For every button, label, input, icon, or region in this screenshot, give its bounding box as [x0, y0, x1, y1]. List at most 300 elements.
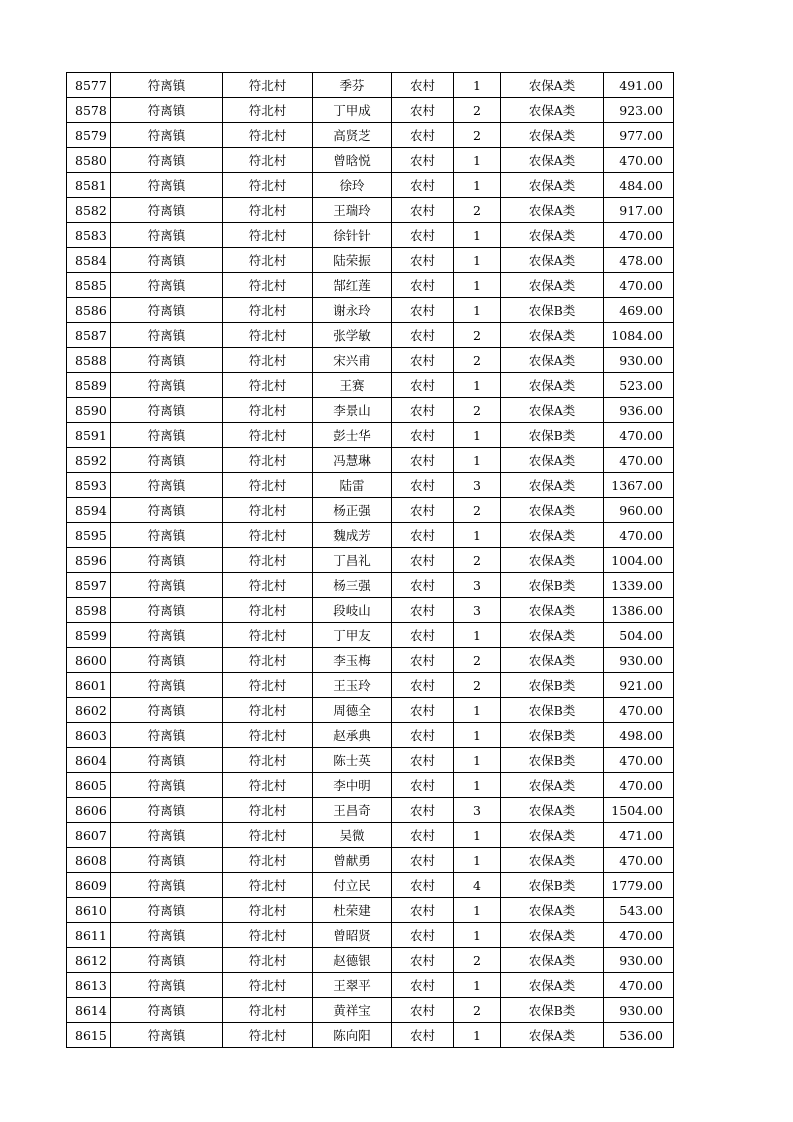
- household-size-cell: 2: [454, 323, 501, 348]
- records-table: [66, 72, 674, 1048]
- town-cell: 符离镇: [111, 473, 223, 498]
- village-cell: 符北村: [223, 548, 313, 573]
- table-row: [67, 198, 674, 223]
- name-cell: 王瑞玲: [313, 198, 392, 223]
- name-cell: 周德全: [313, 698, 392, 723]
- amount-cell: 930.00: [604, 998, 674, 1023]
- insurance-class-cell: 农保A类: [501, 98, 604, 123]
- name-cell: 丁甲友: [313, 623, 392, 648]
- insurance-class-cell: 农保A类: [501, 373, 604, 398]
- insurance-class-cell: 农保A类: [501, 848, 604, 873]
- insurance-class-cell: 农保A类: [501, 223, 604, 248]
- village-cell: 符北村: [223, 598, 313, 623]
- area-type-cell: 农村: [392, 998, 454, 1023]
- town-cell: 符离镇: [111, 348, 223, 373]
- record-number-cell: 8593: [67, 473, 111, 498]
- insurance-class-cell: 农保B类: [501, 748, 604, 773]
- household-size-cell: 2: [454, 948, 501, 973]
- insurance-class-cell: 农保A类: [501, 448, 604, 473]
- town-cell: 符离镇: [111, 598, 223, 623]
- town-cell: 符离镇: [111, 748, 223, 773]
- village-cell: 符北村: [223, 698, 313, 723]
- amount-cell: 471.00: [604, 823, 674, 848]
- town-cell: 符离镇: [111, 1023, 223, 1048]
- household-size-cell: 1: [454, 723, 501, 748]
- household-size-cell: 2: [454, 998, 501, 1023]
- name-cell: 冯慧琳: [313, 448, 392, 473]
- insurance-class-cell: 农保A类: [501, 923, 604, 948]
- household-size-cell: 4: [454, 873, 501, 898]
- household-size-cell: 1: [454, 223, 501, 248]
- table-row: [67, 623, 674, 648]
- town-cell: 符离镇: [111, 873, 223, 898]
- name-cell: 王翠平: [313, 973, 392, 998]
- table-row: [67, 523, 674, 548]
- insurance-class-cell: 农保B类: [501, 673, 604, 698]
- record-number-cell: 8583: [67, 223, 111, 248]
- household-size-cell: 1: [454, 848, 501, 873]
- town-cell: 符离镇: [111, 773, 223, 798]
- insurance-class-cell: 农保A类: [501, 198, 604, 223]
- name-cell: 季芬: [313, 73, 392, 98]
- record-number-cell: 8586: [67, 298, 111, 323]
- record-number-cell: 8578: [67, 98, 111, 123]
- name-cell: 吴微: [313, 823, 392, 848]
- insurance-class-cell: 农保A类: [501, 173, 604, 198]
- household-size-cell: 1: [454, 773, 501, 798]
- name-cell: 陈士英: [313, 748, 392, 773]
- village-cell: 符北村: [223, 673, 313, 698]
- household-size-cell: 1: [454, 273, 501, 298]
- table-row: [67, 498, 674, 523]
- table-row: [67, 573, 674, 598]
- town-cell: 符离镇: [111, 223, 223, 248]
- amount-cell: 923.00: [604, 98, 674, 123]
- table-row: [67, 923, 674, 948]
- name-cell: 赵德银: [313, 948, 392, 973]
- name-cell: 李景山: [313, 398, 392, 423]
- area-type-cell: 农村: [392, 373, 454, 398]
- table-body: [67, 73, 674, 1048]
- table-row: [67, 123, 674, 148]
- amount-cell: 536.00: [604, 1023, 674, 1048]
- table-row: [67, 698, 674, 723]
- household-size-cell: 3: [454, 473, 501, 498]
- name-cell: 谢永玲: [313, 298, 392, 323]
- table-row: [67, 473, 674, 498]
- amount-cell: 921.00: [604, 673, 674, 698]
- amount-cell: 470.00: [604, 748, 674, 773]
- amount-cell: 1386.00: [604, 598, 674, 623]
- amount-cell: 484.00: [604, 173, 674, 198]
- town-cell: 符离镇: [111, 823, 223, 848]
- town-cell: 符离镇: [111, 523, 223, 548]
- village-cell: 符北村: [223, 723, 313, 748]
- area-type-cell: 农村: [392, 898, 454, 923]
- table-row: [67, 448, 674, 473]
- name-cell: 张学敏: [313, 323, 392, 348]
- insurance-class-cell: 农保A类: [501, 973, 604, 998]
- area-type-cell: 农村: [392, 573, 454, 598]
- amount-cell: 1367.00: [604, 473, 674, 498]
- household-size-cell: 2: [454, 123, 501, 148]
- amount-cell: 917.00: [604, 198, 674, 223]
- village-cell: 符北村: [223, 373, 313, 398]
- insurance-class-cell: 农保B类: [501, 723, 604, 748]
- name-cell: 陆荣振: [313, 248, 392, 273]
- amount-cell: 470.00: [604, 273, 674, 298]
- town-cell: 符离镇: [111, 73, 223, 98]
- household-size-cell: 1: [454, 248, 501, 273]
- table-row: [67, 348, 674, 373]
- town-cell: 符离镇: [111, 498, 223, 523]
- insurance-class-cell: 农保A类: [501, 473, 604, 498]
- amount-cell: 1084.00: [604, 323, 674, 348]
- insurance-class-cell: 农保A类: [501, 798, 604, 823]
- name-cell: 王昌奇: [313, 798, 392, 823]
- household-size-cell: 2: [454, 548, 501, 573]
- town-cell: 符离镇: [111, 248, 223, 273]
- area-type-cell: 农村: [392, 623, 454, 648]
- household-size-cell: 2: [454, 498, 501, 523]
- area-type-cell: 农村: [392, 873, 454, 898]
- village-cell: 符北村: [223, 623, 313, 648]
- record-number-cell: 8579: [67, 123, 111, 148]
- area-type-cell: 农村: [392, 73, 454, 98]
- town-cell: 符离镇: [111, 273, 223, 298]
- name-cell: 杜荣建: [313, 898, 392, 923]
- record-number-cell: 8589: [67, 373, 111, 398]
- name-cell: 段岐山: [313, 598, 392, 623]
- village-cell: 符北村: [223, 448, 313, 473]
- record-number-cell: 8600: [67, 648, 111, 673]
- town-cell: 符离镇: [111, 723, 223, 748]
- village-cell: 符北村: [223, 348, 313, 373]
- table-row: [67, 173, 674, 198]
- village-cell: 符北村: [223, 73, 313, 98]
- town-cell: 符离镇: [111, 98, 223, 123]
- record-number-cell: 8615: [67, 1023, 111, 1048]
- table-row: [67, 248, 674, 273]
- insurance-class-cell: 农保A类: [501, 598, 604, 623]
- insurance-class-cell: 农保B类: [501, 998, 604, 1023]
- town-cell: 符离镇: [111, 923, 223, 948]
- name-cell: 曾献勇: [313, 848, 392, 873]
- insurance-class-cell: 农保A类: [501, 548, 604, 573]
- insurance-class-cell: 农保A类: [501, 773, 604, 798]
- record-number-cell: 8580: [67, 148, 111, 173]
- name-cell: 李玉梅: [313, 648, 392, 673]
- household-size-cell: 3: [454, 573, 501, 598]
- village-cell: 符北村: [223, 523, 313, 548]
- town-cell: 符离镇: [111, 323, 223, 348]
- town-cell: 符离镇: [111, 423, 223, 448]
- insurance-class-cell: 农保A类: [501, 498, 604, 523]
- table-row: [67, 773, 674, 798]
- insurance-class-cell: 农保A类: [501, 248, 604, 273]
- household-size-cell: 1: [454, 973, 501, 998]
- insurance-class-cell: 农保A类: [501, 523, 604, 548]
- insurance-class-cell: 农保B类: [501, 873, 604, 898]
- town-cell: 符离镇: [111, 698, 223, 723]
- household-size-cell: 1: [454, 923, 501, 948]
- name-cell: 王赛: [313, 373, 392, 398]
- area-type-cell: 农村: [392, 323, 454, 348]
- area-type-cell: 农村: [392, 748, 454, 773]
- table-row: [67, 273, 674, 298]
- name-cell: 魏成芳: [313, 523, 392, 548]
- household-size-cell: 1: [454, 148, 501, 173]
- household-size-cell: 1: [454, 373, 501, 398]
- village-cell: 符北村: [223, 748, 313, 773]
- record-number-cell: 8614: [67, 998, 111, 1023]
- village-cell: 符北村: [223, 298, 313, 323]
- household-size-cell: 1: [454, 298, 501, 323]
- town-cell: 符离镇: [111, 298, 223, 323]
- village-cell: 符北村: [223, 773, 313, 798]
- household-size-cell: 1: [454, 698, 501, 723]
- record-number-cell: 8581: [67, 173, 111, 198]
- household-size-cell: 1: [454, 1023, 501, 1048]
- name-cell: 曾昭贤: [313, 923, 392, 948]
- table-row: [67, 398, 674, 423]
- insurance-class-cell: 农保A类: [501, 623, 604, 648]
- village-cell: 符北村: [223, 998, 313, 1023]
- town-cell: 符离镇: [111, 948, 223, 973]
- insurance-class-cell: 农保A类: [501, 148, 604, 173]
- table-row: [67, 598, 674, 623]
- record-number-cell: 8588: [67, 348, 111, 373]
- amount-cell: 498.00: [604, 723, 674, 748]
- area-type-cell: 农村: [392, 173, 454, 198]
- record-number-cell: 8597: [67, 573, 111, 598]
- town-cell: 符离镇: [111, 148, 223, 173]
- record-number-cell: 8577: [67, 73, 111, 98]
- insurance-class-cell: 农保A类: [501, 1023, 604, 1048]
- area-type-cell: 农村: [392, 348, 454, 373]
- area-type-cell: 农村: [392, 123, 454, 148]
- table-row: [67, 548, 674, 573]
- name-cell: 杨正强: [313, 498, 392, 523]
- table-row: [67, 948, 674, 973]
- table-row: [67, 98, 674, 123]
- amount-cell: 930.00: [604, 948, 674, 973]
- area-type-cell: 农村: [392, 948, 454, 973]
- household-size-cell: 2: [454, 198, 501, 223]
- record-number-cell: 8610: [67, 898, 111, 923]
- village-cell: 符北村: [223, 898, 313, 923]
- record-number-cell: 8608: [67, 848, 111, 873]
- household-size-cell: 1: [454, 73, 501, 98]
- table-row: [67, 73, 674, 98]
- name-cell: 丁昌礼: [313, 548, 392, 573]
- insurance-class-cell: 农保A类: [501, 898, 604, 923]
- amount-cell: 470.00: [604, 448, 674, 473]
- household-size-cell: 1: [454, 523, 501, 548]
- town-cell: 符离镇: [111, 673, 223, 698]
- town-cell: 符离镇: [111, 898, 223, 923]
- name-cell: 杨三强: [313, 573, 392, 598]
- record-number-cell: 8591: [67, 423, 111, 448]
- household-size-cell: 3: [454, 598, 501, 623]
- amount-cell: 977.00: [604, 123, 674, 148]
- name-cell: 王玉玲: [313, 673, 392, 698]
- town-cell: 符离镇: [111, 548, 223, 573]
- household-size-cell: 2: [454, 398, 501, 423]
- record-number-cell: 8582: [67, 198, 111, 223]
- record-number-cell: 8598: [67, 598, 111, 623]
- amount-cell: 1504.00: [604, 798, 674, 823]
- amount-cell: 930.00: [604, 348, 674, 373]
- insurance-class-cell: 农保A类: [501, 398, 604, 423]
- amount-cell: 543.00: [604, 898, 674, 923]
- village-cell: 符北村: [223, 323, 313, 348]
- record-number-cell: 8604: [67, 748, 111, 773]
- village-cell: 符北村: [223, 273, 313, 298]
- amount-cell: 523.00: [604, 373, 674, 398]
- table-row: [67, 423, 674, 448]
- village-cell: 符北村: [223, 948, 313, 973]
- name-cell: 宋兴甫: [313, 348, 392, 373]
- village-cell: 符北村: [223, 198, 313, 223]
- table-row: [67, 848, 674, 873]
- record-number-cell: 8594: [67, 498, 111, 523]
- village-cell: 符北村: [223, 423, 313, 448]
- area-type-cell: 农村: [392, 823, 454, 848]
- area-type-cell: 农村: [392, 798, 454, 823]
- household-size-cell: 3: [454, 798, 501, 823]
- name-cell: 付立民: [313, 873, 392, 898]
- amount-cell: 504.00: [604, 623, 674, 648]
- area-type-cell: 农村: [392, 148, 454, 173]
- table-row: [67, 998, 674, 1023]
- village-cell: 符北村: [223, 1023, 313, 1048]
- record-number-cell: 8613: [67, 973, 111, 998]
- area-type-cell: 农村: [392, 98, 454, 123]
- table-row: [67, 898, 674, 923]
- table-row: [67, 873, 674, 898]
- household-size-cell: 1: [454, 423, 501, 448]
- amount-cell: 930.00: [604, 648, 674, 673]
- amount-cell: 1779.00: [604, 873, 674, 898]
- area-type-cell: 农村: [392, 973, 454, 998]
- record-number-cell: 8611: [67, 923, 111, 948]
- town-cell: 符离镇: [111, 573, 223, 598]
- name-cell: 徐针针: [313, 223, 392, 248]
- insurance-class-cell: 农保A类: [501, 948, 604, 973]
- record-number-cell: 8605: [67, 773, 111, 798]
- record-number-cell: 8607: [67, 823, 111, 848]
- insurance-class-cell: 农保A类: [501, 73, 604, 98]
- village-cell: 符北村: [223, 848, 313, 873]
- amount-cell: 470.00: [604, 698, 674, 723]
- household-size-cell: 2: [454, 673, 501, 698]
- amount-cell: 470.00: [604, 973, 674, 998]
- household-size-cell: 1: [454, 898, 501, 923]
- amount-cell: 470.00: [604, 848, 674, 873]
- village-cell: 符北村: [223, 498, 313, 523]
- amount-cell: 470.00: [604, 223, 674, 248]
- area-type-cell: 农村: [392, 398, 454, 423]
- amount-cell: 470.00: [604, 423, 674, 448]
- name-cell: 彭士华: [313, 423, 392, 448]
- area-type-cell: 农村: [392, 298, 454, 323]
- area-type-cell: 农村: [392, 598, 454, 623]
- village-cell: 符北村: [223, 973, 313, 998]
- village-cell: 符北村: [223, 648, 313, 673]
- household-size-cell: 1: [454, 748, 501, 773]
- village-cell: 符北村: [223, 98, 313, 123]
- amount-cell: 1004.00: [604, 548, 674, 573]
- insurance-class-cell: 农保A类: [501, 323, 604, 348]
- household-size-cell: 2: [454, 98, 501, 123]
- village-cell: 符北村: [223, 398, 313, 423]
- amount-cell: 470.00: [604, 523, 674, 548]
- village-cell: 符北村: [223, 798, 313, 823]
- area-type-cell: 农村: [392, 673, 454, 698]
- table-row: [67, 823, 674, 848]
- town-cell: 符离镇: [111, 448, 223, 473]
- area-type-cell: 农村: [392, 498, 454, 523]
- area-type-cell: 农村: [392, 248, 454, 273]
- area-type-cell: 农村: [392, 723, 454, 748]
- village-cell: 符北村: [223, 123, 313, 148]
- town-cell: 符离镇: [111, 398, 223, 423]
- record-number-cell: 8596: [67, 548, 111, 573]
- village-cell: 符北村: [223, 173, 313, 198]
- insurance-class-cell: 农保B类: [501, 298, 604, 323]
- household-size-cell: 1: [454, 823, 501, 848]
- table-row: [67, 648, 674, 673]
- record-number-cell: 8612: [67, 948, 111, 973]
- town-cell: 符离镇: [111, 623, 223, 648]
- table-row: [67, 673, 674, 698]
- area-type-cell: 农村: [392, 1023, 454, 1048]
- record-number-cell: 8587: [67, 323, 111, 348]
- name-cell: 高贤芝: [313, 123, 392, 148]
- village-cell: 符北村: [223, 923, 313, 948]
- table-row: [67, 298, 674, 323]
- record-number-cell: 8602: [67, 698, 111, 723]
- amount-cell: 936.00: [604, 398, 674, 423]
- name-cell: 赵承典: [313, 723, 392, 748]
- table-row: [67, 973, 674, 998]
- town-cell: 符离镇: [111, 848, 223, 873]
- area-type-cell: 农村: [392, 223, 454, 248]
- area-type-cell: 农村: [392, 773, 454, 798]
- table-row: [67, 148, 674, 173]
- amount-cell: 470.00: [604, 148, 674, 173]
- amount-cell: 469.00: [604, 298, 674, 323]
- area-type-cell: 农村: [392, 473, 454, 498]
- household-size-cell: 2: [454, 648, 501, 673]
- amount-cell: 478.00: [604, 248, 674, 273]
- record-number-cell: 8592: [67, 448, 111, 473]
- record-number-cell: 8595: [67, 523, 111, 548]
- name-cell: 郜红莲: [313, 273, 392, 298]
- table-row: [67, 723, 674, 748]
- area-type-cell: 农村: [392, 448, 454, 473]
- name-cell: 丁甲成: [313, 98, 392, 123]
- town-cell: 符离镇: [111, 173, 223, 198]
- table-row: [67, 323, 674, 348]
- record-number-cell: 8599: [67, 623, 111, 648]
- name-cell: 曾晗悦: [313, 148, 392, 173]
- area-type-cell: 农村: [392, 548, 454, 573]
- town-cell: 符离镇: [111, 798, 223, 823]
- area-type-cell: 农村: [392, 848, 454, 873]
- town-cell: 符离镇: [111, 973, 223, 998]
